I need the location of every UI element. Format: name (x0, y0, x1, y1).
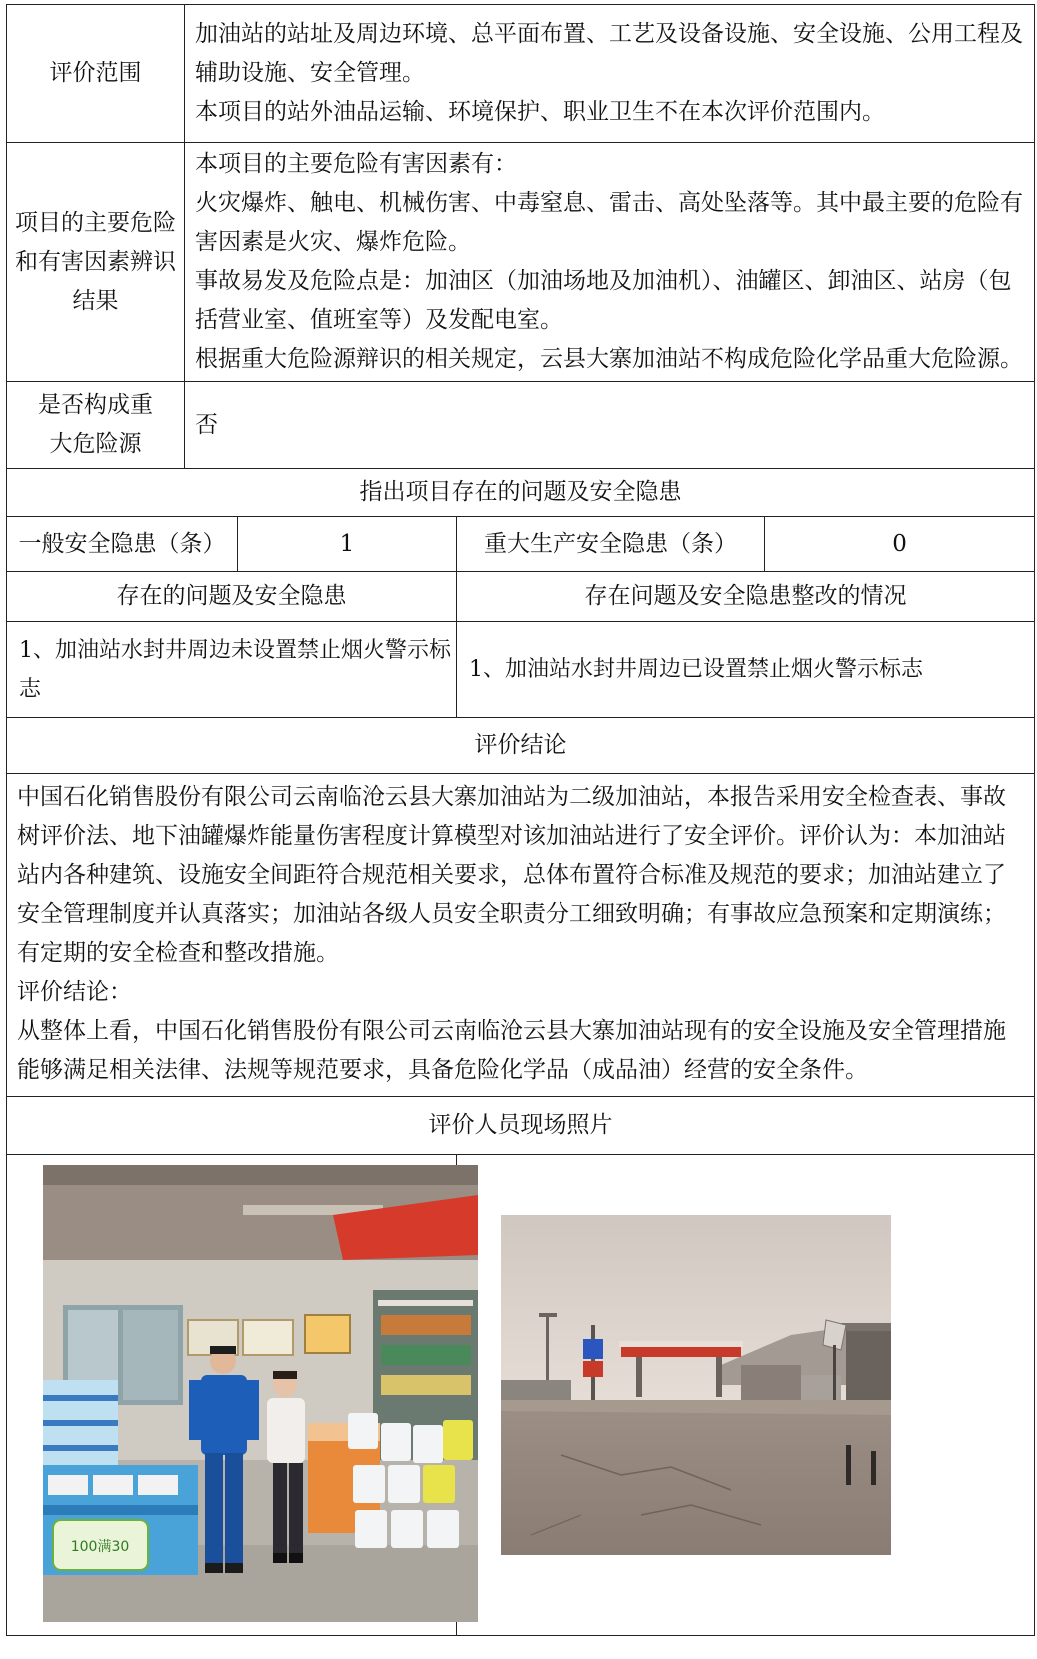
conclusion-heading: 评价结论 (7, 718, 1035, 774)
issue-item-row (7, 622, 1035, 718)
rectification-item: 1、加油站水封井周边已设置禁止烟火警示标志 (457, 622, 1035, 718)
promo-sign-text: 100满30 (70, 1539, 130, 1555)
major-hazard-label: 是否构成重大危险源 (7, 382, 185, 469)
photo-cell-right (457, 1155, 1035, 1636)
evaluation-table (6, 4, 1035, 1636)
conclusion-paragraph: 从整体上看，中国石化销售股份有限公司云南临沧云县大寨加油站现有的安全设施及安全管理措施能够满足相关法律、法规等规范要求，具备危险化学品（成品油）经营的安全条件。 (17, 1018, 1006, 1083)
major-hazard-count: 0 (765, 517, 1035, 572)
hazards-line: 火灾爆炸、触电、机械伤害、中毒窒息、雷击、高处坠落等。其中最主要的危险有害因素是火灾、爆炸危险。 (195, 190, 1023, 255)
issues-heading-row (7, 469, 1035, 517)
hazards-line: 事故易发及危险点是：加油区（加油场地及加油机）、油罐区、卸油区、站房（包括营业室、值班室等）及发配电室。 (195, 268, 1012, 333)
conclusion-body (7, 774, 1035, 1097)
conclusion-body-row (7, 774, 1035, 1097)
evaluation-table-page (6, 4, 1034, 1654)
issues-heading: 指出项目存在的问题及安全隐患 (7, 469, 1035, 517)
staff-photo-image (43, 1165, 478, 1622)
scope-content (185, 5, 1035, 143)
conclusion-heading-row (7, 718, 1035, 774)
hazards-line: 本项目的主要危险有害因素有： (195, 151, 517, 177)
rectification-column-header: 存在问题及安全隐患整改的情况 (457, 572, 1035, 622)
general-hazard-count: 1 (238, 517, 457, 572)
station-photo-image (501, 1215, 891, 1555)
station-photo (501, 1215, 891, 1555)
problems-column-header: 存在的问题及安全隐患 (7, 572, 457, 622)
conclusion-paragraph: 中国石化销售股份有限公司云南临沧云县大寨加油站为二级加油站，本报告采用安全检查表、事故树评价法、地下油罐爆炸能量伤害程度计算模型对该加油站进行了安全评价。评价认为：本加油站站内各种建筑、设施安全间距符合规范相关要求，总体布置符合标准及规范的要求；加油站建立了安全管理制度并认真落实；加油站各级人员安全职责分工细致明确；有事故应急预案和定期演练；有定期的安全检查和整改措施。 (17, 784, 1006, 966)
conclusion-subheading: 评价结论： (17, 979, 132, 1005)
issues-count-row (7, 517, 1035, 572)
scope-line: 加油站的站址及周边环境、总平面布置、工艺及设备设施、安全设施、公用工程及辅助设施、安全管理。 (195, 21, 1023, 86)
scope-label: 评价范围 (7, 5, 185, 143)
general-hazard-label: 一般安全隐患（条） (7, 517, 238, 572)
photo-cell-left (7, 1155, 457, 1636)
problem-item: 1、加油站水封井周边未设置禁止烟火警示标志 (7, 622, 457, 718)
photos-row (7, 1155, 1035, 1636)
major-hazard-row (7, 382, 1035, 469)
major-hazard-value: 否 (185, 382, 1035, 469)
issues-columns-row (7, 572, 1035, 622)
staff-photo (43, 1165, 478, 1622)
hazards-line: 根据重大危险源辩识的相关规定，云县大寨加油站不构成危险化学品重大危险源。 (195, 346, 1023, 372)
hazards-content (185, 143, 1035, 382)
photos-heading: 评价人员现场照片 (7, 1097, 1035, 1155)
scope-line: 本项目的站外油品运输、环境保护、职业卫生不在本次评价范围内。 (195, 99, 885, 125)
scope-row (7, 5, 1035, 143)
photos-heading-row (7, 1097, 1035, 1155)
hazards-label: 项目的主要危险和有害因素辨识结果 (7, 143, 185, 382)
hazards-row (7, 143, 1035, 382)
major-hazard-count-label: 重大生产安全隐患（条） (457, 517, 765, 572)
